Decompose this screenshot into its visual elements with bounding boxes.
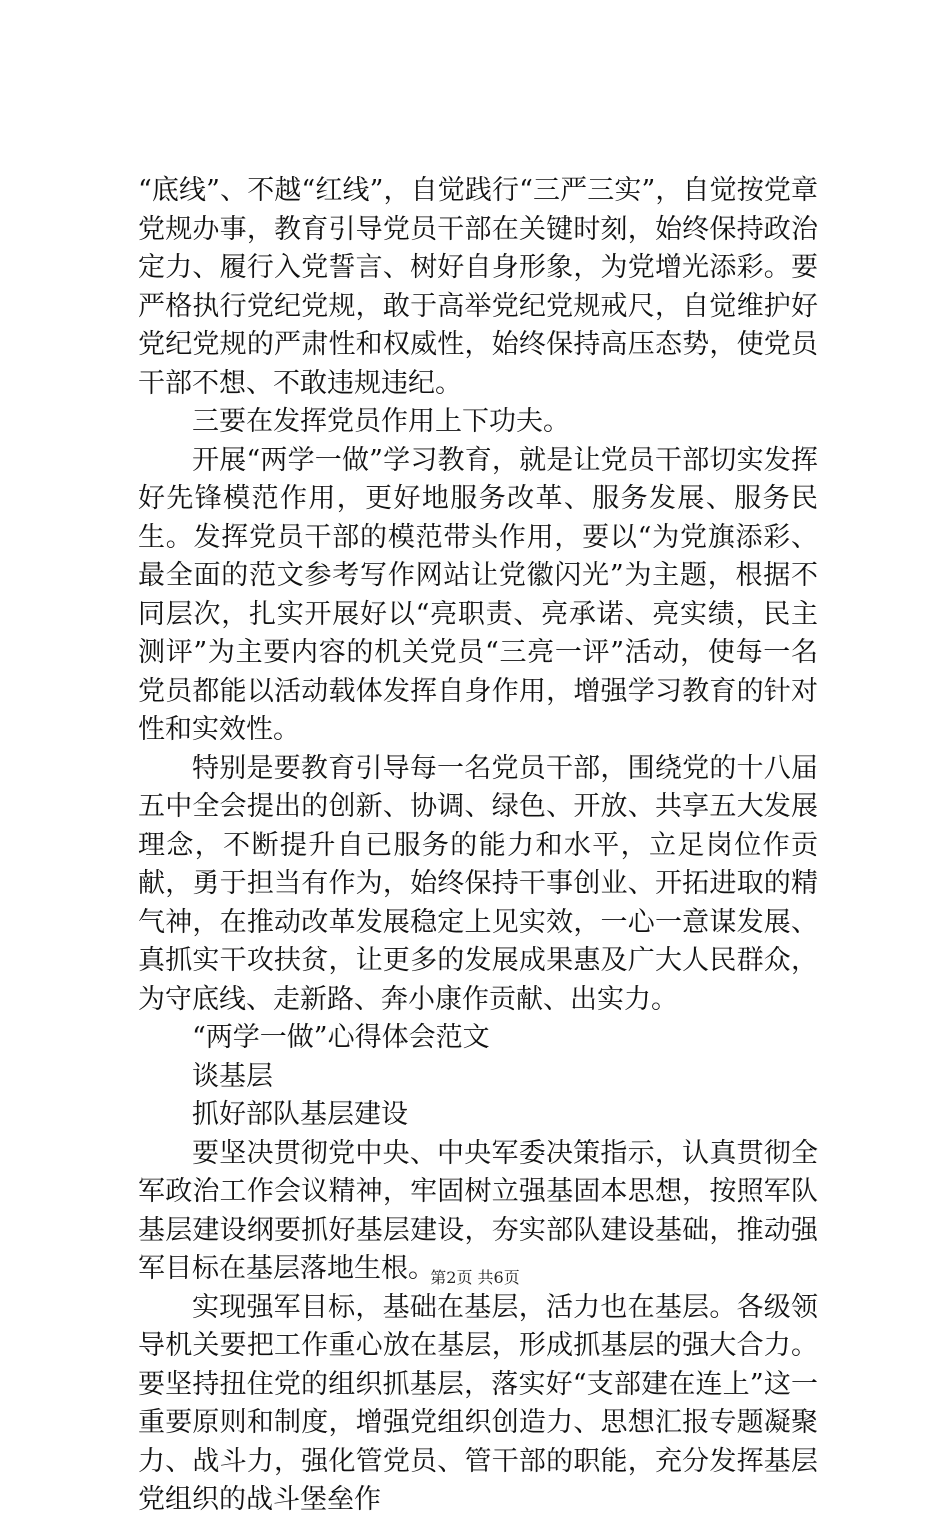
article-subtitle: 谈基层 xyxy=(192,1060,273,1092)
section-heading-3: 三要在发挥党员作用上下功夫。 xyxy=(192,406,570,437)
page-number-footer: 第2页 共6页 xyxy=(430,1268,520,1287)
paragraph: 实现强军目标，基础在基层，活力也在基层。各级领导机关要把工作重心放在基层，形成抓基层的强大合力。要坚持扭住党的组织抓基层，落实好“支部建在连上”这一重要原则和制度，增强党组织创造力、思想汇报专题凝聚力、战斗力，强化管党员、管干部的职能，充分发挥基层党组织的战斗堡垒作 xyxy=(138,1291,818,1515)
paragraph: 开展“两学一做”学习教育，就是让党员干部切实发挥好先锋模范作用，更好地服务改革、服务发展、服务民生。发挥党员干部的模范带头作用，要以“为党旗添彩、最全面的范文参考写作网站让党徽闪光”为主题，根据不同层次，扎实开展好以“亮职责、亮承诺、亮实绩，民主测评”为主要内容的机关党员“三亮一评”活动，使每一名党员都能以活动载体发挥自身作用，增强学习教育的针对性和实效性。 xyxy=(138,444,818,745)
article-heading: 抓好部队基层建设 xyxy=(192,1099,408,1130)
paragraph: 特别是要教育引导每一名党员干部，围绕党的十八届五中全会提出的创新、协调、绿色、开放、共享五大发展理念，不断提升自已服务的能力和水平，立足岗位作贡献，勇于担当有作为，始终保持干事创业、开拓进取的精气神，在推动改革发展稳定上见实效，一心一意谋发展、真抓实干攻扶贫，让更多的发展成果惠及广大人民群众，为守底线、走新路、奔小康作贡献、出实力。 xyxy=(138,752,818,1015)
paragraph: 要坚决贯彻党中央、中央军委决策指示，认真贯彻全军政治工作会议精神，牢固树立强基固本思想，按照军队基层建设纲要抓好基层建设，夯实部队建设基础，推动强军目标在基层落地生根。 xyxy=(138,1137,818,1284)
article-title: “两学一做”心得体会范文 xyxy=(192,1022,490,1053)
paragraph-continuation: “底线”、不越“红线”，自觉践行“三严三实”，自觉按党章党规办事，教育引导党员干部在关键时刻，始终保持政治定力、履行入党誓言、树好自身形象，为党增光添彩。要严格执行党纪党规，敢于高举党纪党规戒尺，自觉维护好党纪党规的严肃性和权威性，始终保持高压态势，使党员干部不想、不敢违规违纪。 xyxy=(138,175,818,399)
body-text xyxy=(138,172,818,1520)
